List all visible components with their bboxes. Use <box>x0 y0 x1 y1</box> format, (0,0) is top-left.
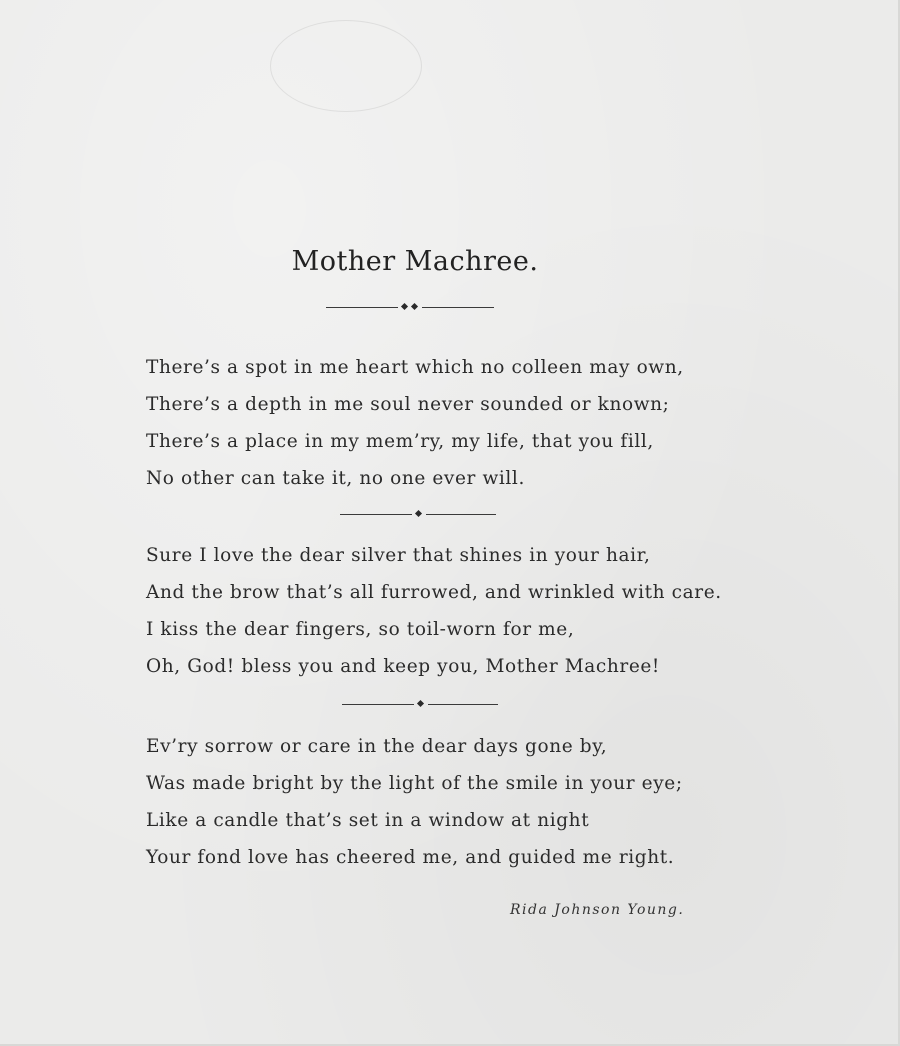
verse-line: Was made bright by the light of the smile in your eye; <box>146 773 683 794</box>
verse-line: Your fond love has cheered me, and guided me right. <box>146 847 675 868</box>
stanza-divider <box>340 509 496 521</box>
verse-line: Ev’ry sorrow or care in the dear days gone by, <box>146 736 608 757</box>
verse-line: Oh, God! bless you and keep you, Mother Machree! <box>146 656 660 677</box>
verse-line: I kiss the dear fingers, so toil-worn for me, <box>146 619 575 640</box>
verse-line: There’s a place in my mem’ry, my life, that you fill, <box>146 431 654 452</box>
stanza-1 <box>146 349 746 497</box>
paper-stain <box>270 20 422 112</box>
poem-title: Mother Machree. <box>291 246 539 277</box>
title-divider <box>326 302 494 314</box>
stanza-divider <box>342 699 498 711</box>
verse-line: There’s a depth in me soul never sounded or known; <box>146 394 670 415</box>
author-signature: Rida Johnson Young. <box>510 902 685 918</box>
verse-line: Sure I love the dear silver that shines in your hair, <box>146 545 651 566</box>
verse-line: No other can take it, no one ever will. <box>146 468 525 489</box>
verse-line: There’s a spot in me heart which no colleen may own, <box>146 357 684 378</box>
verse-line: Like a candle that’s set in a window at night <box>146 810 590 831</box>
stanza-3 <box>146 728 746 876</box>
verse-line: And the brow that’s all furrowed, and wrinkled with care. <box>146 582 722 603</box>
stanza-2 <box>146 537 746 685</box>
